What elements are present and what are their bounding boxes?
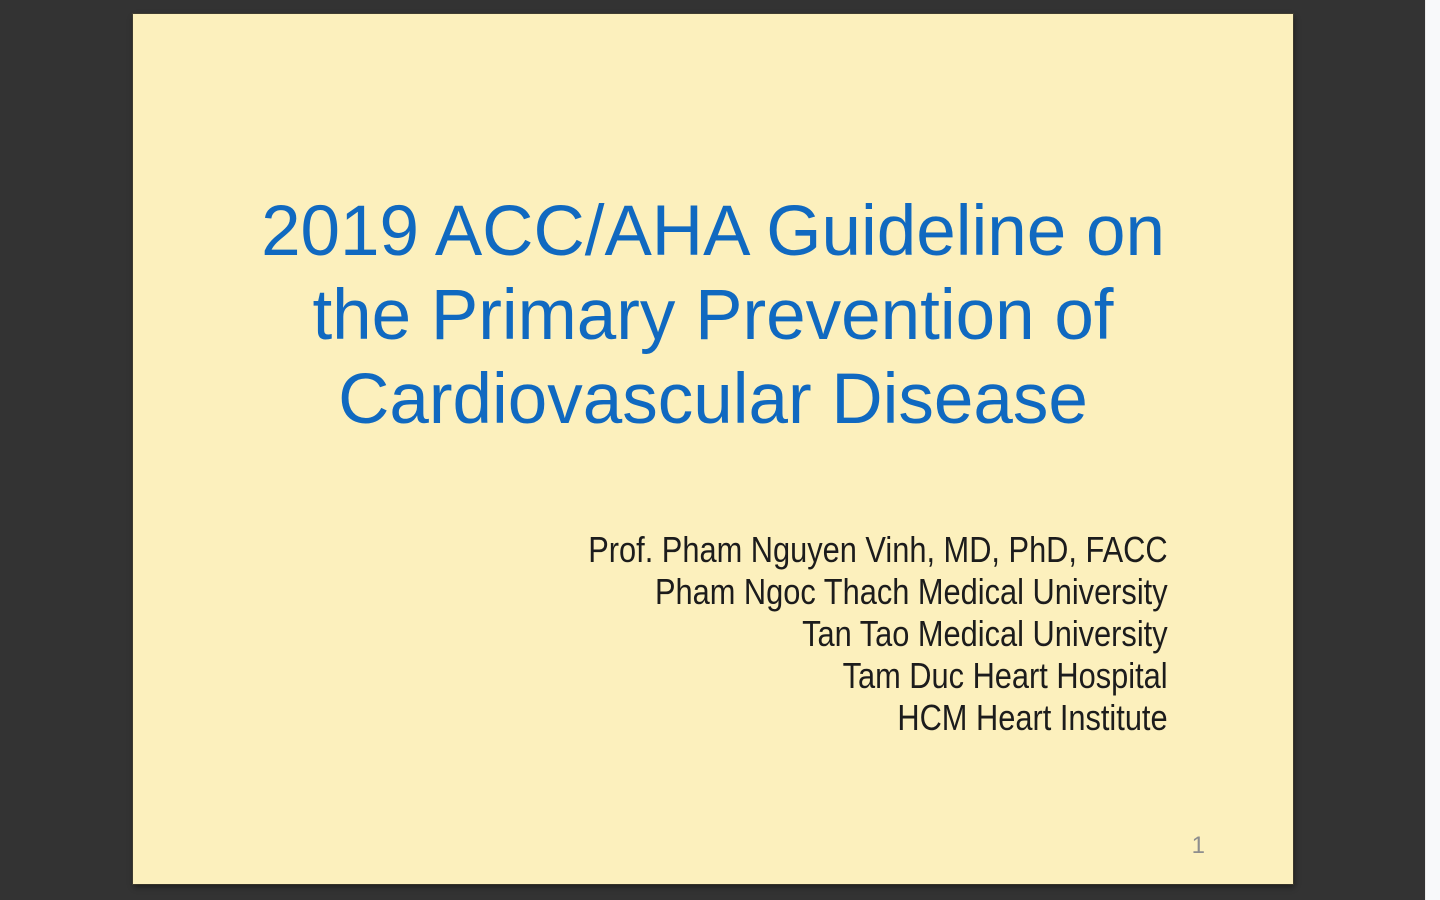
title-line-1: 2019 ACC/AHA Guideline on: [261, 192, 1165, 271]
scrollbar-track[interactable]: [1425, 0, 1440, 900]
author-line-affiliation-2: Tan Tao Medical University: [802, 613, 1168, 654]
author-line-affiliation-1: Pham Ngoc Thach Medical University: [655, 571, 1168, 612]
author-line-affiliation-3: Tam Duc Heart Hospital: [842, 655, 1168, 696]
author-line-name: Prof. Pham Nguyen Vinh, MD, PhD, FACC: [588, 529, 1168, 570]
presentation-slide: [133, 14, 1293, 884]
slide-title: [133, 190, 1293, 442]
author-line-affiliation-4: HCM Heart Institute: [897, 697, 1168, 738]
page-number: 1: [1191, 832, 1205, 859]
title-line-3: Cardiovascular Disease: [338, 360, 1088, 439]
title-line-2: the Primary Prevention of: [312, 276, 1114, 355]
author-block: [589, 529, 1168, 739]
